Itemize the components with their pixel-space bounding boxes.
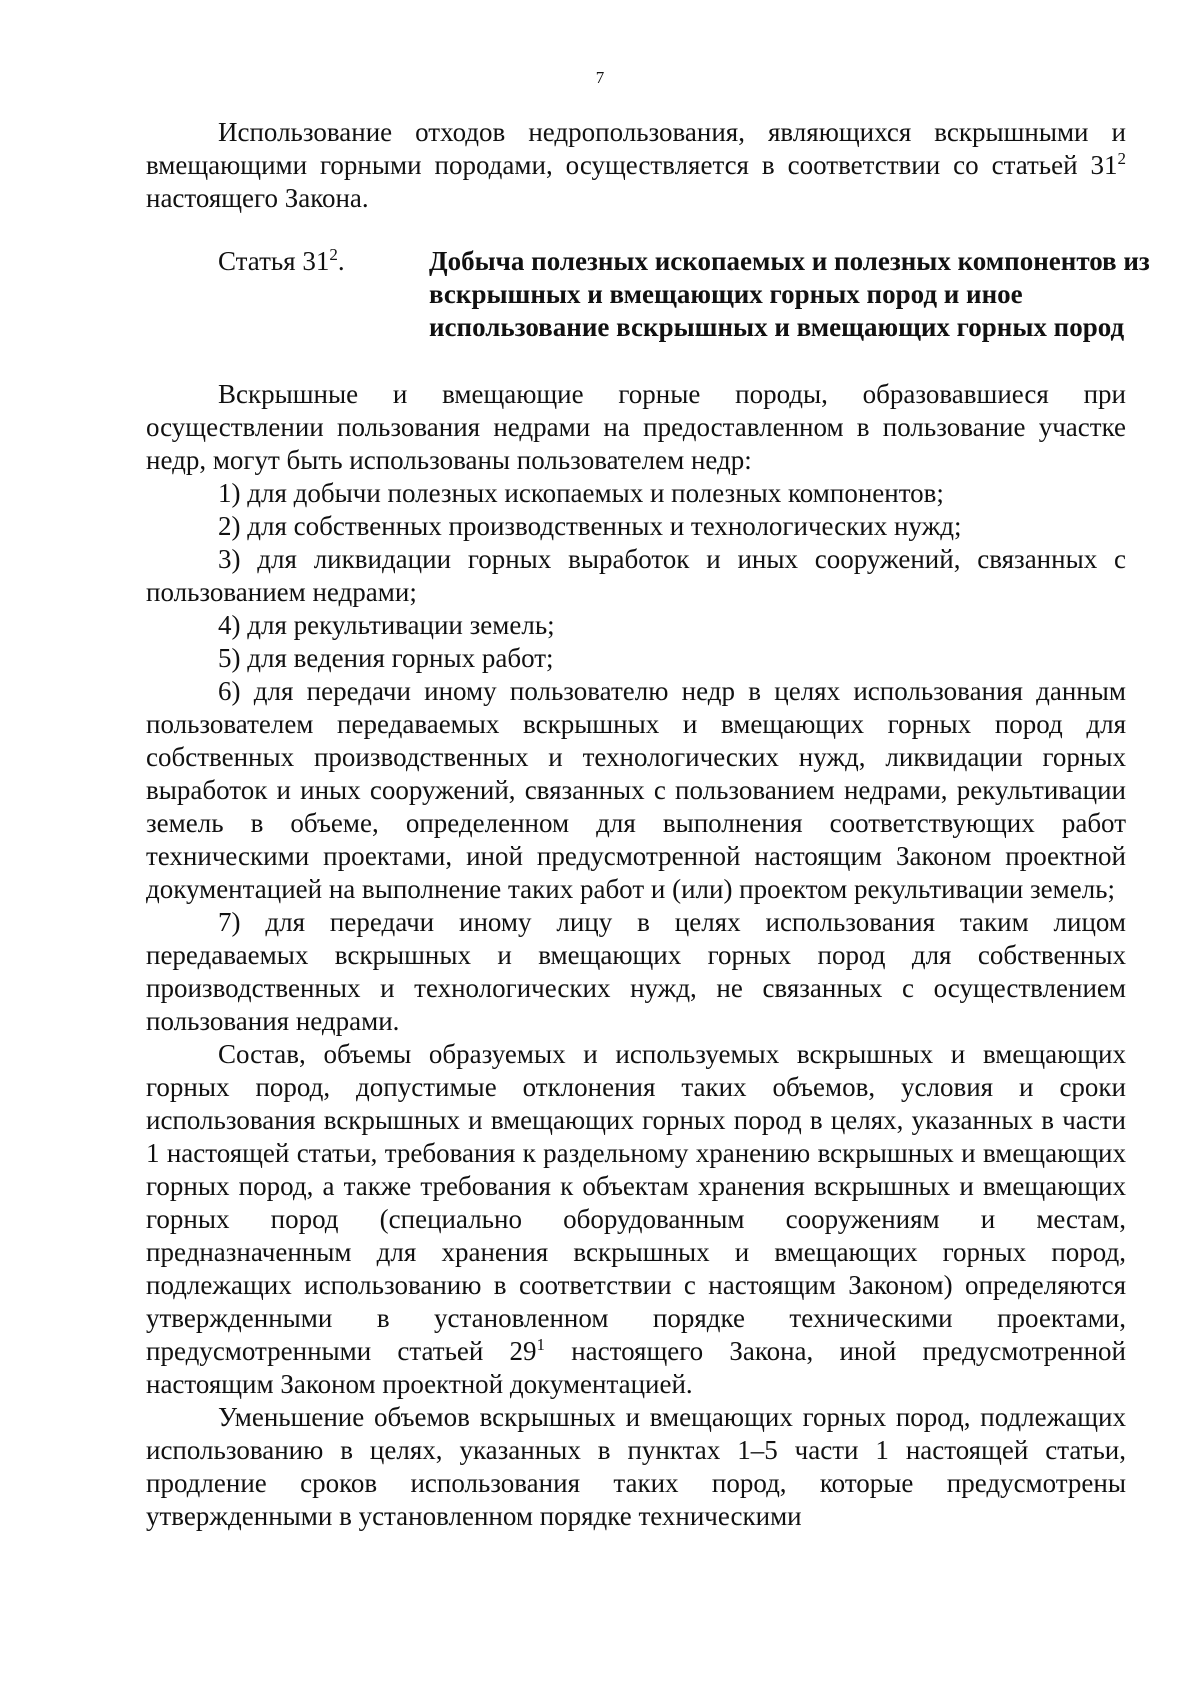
list-item: 3) для ликвидации горных выработок и иных сооружений, связанных с пользованием недрами; [146, 544, 1126, 607]
article-title [429, 245, 1150, 344]
composition-text-end: настоящего Закона, иной предусмотренной настоящим Законом проектной документацией. [146, 1336, 1126, 1399]
list-item: 2) для собственных производственных и технологических нужд; [218, 511, 962, 541]
document-body [146, 116, 1150, 1533]
list-item: 5) для ведения горных работ; [218, 643, 554, 673]
intro-text: Использование отходов недропользования, являющихся вскрышными и вмещающими горными породами, осуществляется в соответствии со статьей 31 [146, 117, 1126, 180]
composition-superscript: 1 [536, 1335, 546, 1354]
intro-paragraph [146, 116, 1126, 215]
page-number: 7 [595, 68, 605, 87]
list-item: 1) для добычи полезных ископаемых и полезных компонентов; [218, 478, 944, 508]
article-label: Статья $31^2$. [218, 245, 345, 276]
composition-text: Состав, объемы образуемых и используемых вскрышных и вмещающих горных пород, допустимые отклонения таких объемов, условия и сроки использования вскрышных и вмещающих горных пород в целях, указанных в части 1 настоящей статьи, требования к раздельному хранению вскрышных и вмещающих горных пород, а также требования к объектам хранения вскрышных и вмещающих горных пород (специально оборудованным сооружениям и местам, предназначенным для хранения вскрышных и вмещающих горных пород, подлежащих использованию в соответствии с настоящим Законом) определяются утвержденными в установленном порядке техническими проектами, предусмотренными статьей 29 [146, 1039, 1126, 1366]
list-item: 6) для передачи иному пользователю недр в целях использования данным пользователем передаваемых вскрышных и вмещающих горных пород для собственных производственных и технологических нужд, ликвидации горных выработок и иных сооружений, связанных с пользованием недрами, рекультивации земель в объеме, определенном для выполнения соответствующих работ техническими проектами, иной предусмотренной настоящим Законом проектной документацией на выполнение таких работ и (или) проектом рекультивации земель; [146, 676, 1126, 904]
article-title-line: Добыча полезных ископаемых и полезных компонентов из [429, 246, 1150, 276]
paragraph: Вскрышные и вмещающие горные породы, образовавшиеся при осуществлении пользования недрами на предоставленном в пользование участке недр, могут быть использованы пользователем недр: [146, 379, 1126, 475]
article-label-superscript: 2 [329, 245, 338, 264]
composition-paragraph [146, 1038, 1126, 1401]
list-item: 4) для рекультивации земель; [218, 610, 555, 640]
article-title-line: вскрышных и вмещающих горных пород и иное [429, 279, 1023, 309]
list-item: 7) для передачи иному лицу в целях использования таким лицом передаваемых вскрышных и вмещающих горных пород для собственных производственных и технологических нужд, не связанных с осуществлением пользования недрами. [146, 907, 1126, 1036]
article-title-line: использование вскрышных и вмещающих горных пород [429, 312, 1125, 342]
article-heading [146, 245, 1150, 344]
last-paragraph: Уменьшение объемов вскрышных и вмещающих горных пород, подлежащих использованию в целях, указанных в пунктах 1–5 части 1 настоящей статьи, продление сроков использования таких пород, которые предусмотрены утвержденными в установленном порядке техническими [146, 1402, 1126, 1531]
intro-text-end: настоящего Закона. [146, 183, 369, 213]
intro-superscript: 2 [1117, 149, 1126, 168]
